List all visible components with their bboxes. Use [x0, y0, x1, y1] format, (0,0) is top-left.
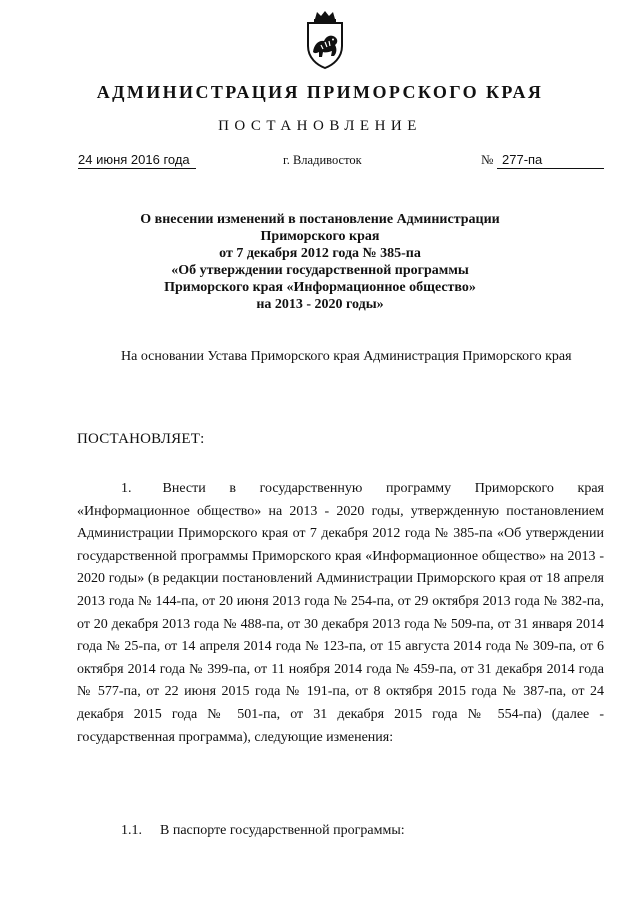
decree-heading: ПОСТАНОВЛЯЕТ:	[77, 431, 205, 447]
item-1-1-text: В паспорте государственной программы:	[160, 823, 405, 838]
item-1-number: 1.	[121, 481, 132, 496]
coat-of-arms-icon	[302, 10, 348, 70]
document-number: 277-па	[497, 152, 604, 169]
title-line: Приморского края	[260, 229, 380, 244]
title-line: Приморского края «Информационное общество»	[164, 280, 476, 295]
item-1-text: Внести в государственную программу Приморского края «Информационное общество» на 2013 - 2020 годы, утвержденную постановлением Администрации Приморского края от 7 декабря 2012 года № 385-па «Об утверждении государственной программы Приморского края «Информационное общество» на 2013 - 2020 годы» (в редакции постановлений Администрации Приморского края от 18 апреля 2013 года № 144-па, от 20 июня 2013 года № 254-па, от 29 октября 2013 года № 382-па, от 20 декабря 2013 года № 488-па, от 30 декабря 2013 года № 509-па, от 31 января 2014 года № 25-па, от 14 апреля 2014 года № 123-па, от 15 августа 2014 года № 309-па, от 6 октября 2014 года № 399-па, от 11 ноября 2014 года № 459-па, от 31 декабря 2014 года № 577-па, от 22 июня 2015 года № 191-па, от 8 октября 2015 года № 387-па, от 24 декабря 2015 года № 501-па, от 31 декабря 2015 года № 554-па) (далее - государственная программа), следующие изменения:	[77, 481, 604, 745]
item-1-paragraph	[77, 478, 604, 749]
document-city: г. Владивосток	[283, 153, 362, 167]
basis-paragraph: На основании Устава Приморского края Администрация Приморского края	[121, 349, 572, 364]
item-1-1-paragraph	[77, 820, 604, 843]
document-title	[110, 211, 530, 313]
title-line: О внесении изменений в постановление Администрации	[140, 212, 500, 227]
item-1-1-number: 1.1.	[121, 823, 142, 838]
title-line: «Об утверждении государственной программы	[171, 263, 469, 278]
document-meta	[0, 152, 640, 174]
title-line: от 7 декабря 2012 года № 385-па	[219, 246, 421, 261]
organization-name: АДМИНИСТРАЦИЯ ПРИМОРСКОГО КРАЯ	[96, 82, 544, 102]
document-type: ПОСТАНОВЛЕНИЕ	[218, 118, 422, 134]
title-line: на 2013 - 2020 годы»	[256, 297, 384, 312]
number-label: №	[481, 152, 494, 167]
document-date: 24 июня 2016 года	[78, 152, 196, 169]
